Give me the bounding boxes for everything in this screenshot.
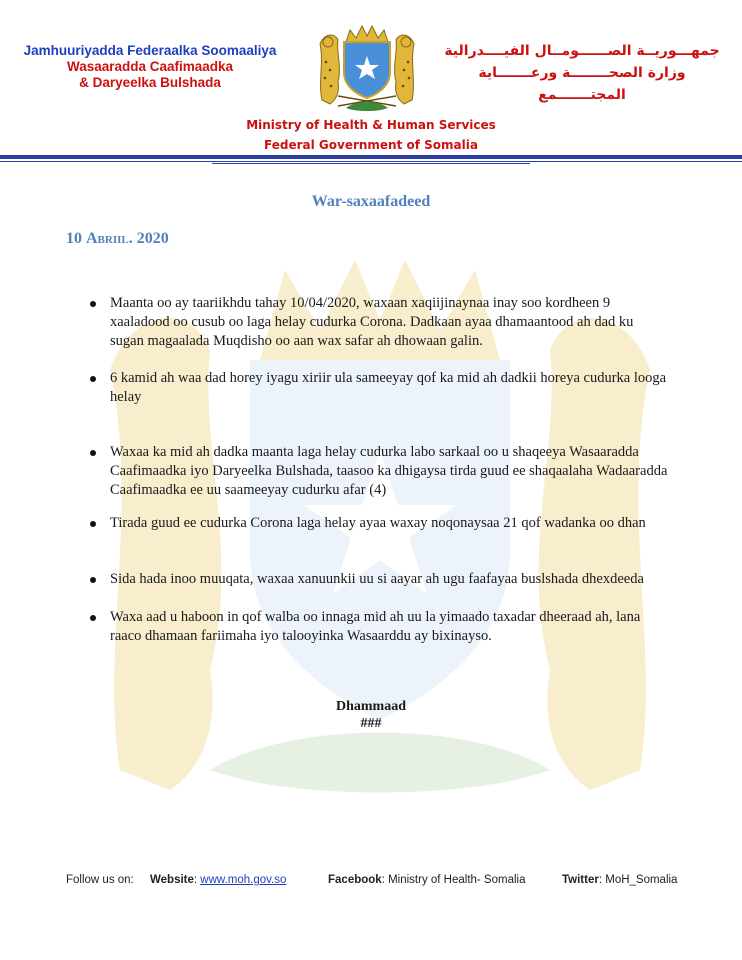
header-divider xyxy=(0,155,742,159)
website-label: Website xyxy=(150,874,194,886)
date-month: Abriil xyxy=(86,230,129,247)
header-ministry-name-cont: & Daryeelka Bulshada xyxy=(79,75,221,90)
list-item: Tirada guud ee cudurka Corona laga helay ayaa waxay noqonaysaa 21 qof wadanka oo dhan xyxy=(110,514,670,533)
list-item: Sida hada inoo muuqata, waxaa xanuunkii uu si aayar ah ugu faafayaa buslshada dhexdeeda xyxy=(110,570,670,589)
header-arabic-ministry: وزارة الصحــــــــة ورعـــــــاية xyxy=(478,65,686,81)
footer xyxy=(0,874,742,894)
twitter-label: Twitter xyxy=(562,874,599,886)
header-arabic-text xyxy=(440,40,724,106)
header-country-name: Jamhuuriyadda Federaalka Soomaaliya xyxy=(23,43,277,58)
list-item: 6 kamid ah waa dad horey iyagu xiriir ula sameeyay qof ka mid ah dadkii horeya cudurka looga helay xyxy=(110,369,670,407)
date-year: . 2020 xyxy=(128,230,169,247)
closing-mark: ### xyxy=(360,716,382,731)
header-divider-thin xyxy=(0,161,742,162)
twitter-info xyxy=(562,874,677,886)
facebook-value: : Ministry of Health- Somalia xyxy=(381,874,526,886)
facebook-label: Facebook xyxy=(328,874,382,886)
document-date xyxy=(66,230,169,248)
header-ministry-name: Wasaaradda Caafimaadka xyxy=(66,59,234,74)
header-arabic-ministry-cont: المجتـــــــمع xyxy=(538,87,626,103)
list-item: Maanta oo ay taariikhdu tahay 10/04/2020, waxaan xaqiijinaynaa inay soo kordheen 9 xaaladood oo cusub oo laga helay cudurka Corona. Dadkaan ayaa dhamaantood ah dad ku sugan magaalada Muqdisho oo aan wax safar ah dhowaan galin. xyxy=(110,294,670,351)
website-link[interactable]: www.moh.gov.so xyxy=(200,874,287,886)
date-day: 10 xyxy=(66,230,82,247)
follow-label: Follow us on: xyxy=(66,874,134,886)
ministry-english-name: Ministry of Health & Human Services xyxy=(246,118,496,132)
header-somali-text xyxy=(0,43,300,91)
facebook-info xyxy=(328,874,525,886)
document-title: War-saxaafadeed xyxy=(311,193,431,210)
list-item: Waxaa ka mid ah dadka maanta laga helay cudurka labo sarkaal oo u shaqeeya Wasaaradda Caafimaadka iyo Daryeelka Bulshada, taasoo ka dhigaysa tirda guud ee shaqaalaha Wadaaradda Caafimaadka ee uu saameeyay cudurku afar (4) xyxy=(110,443,670,500)
closing-block xyxy=(0,698,742,732)
header-divider-mid xyxy=(212,163,530,164)
federal-government-name: Federal Government of Somalia xyxy=(264,138,478,152)
header-arabic-country: جمهـــوريــة الصــــــومــال الفيــــدرالية xyxy=(444,43,720,59)
website-info: Website: www.moh.gov.so xyxy=(150,874,287,886)
closing-text: Dhammaad xyxy=(335,699,406,714)
coat-of-arms-icon xyxy=(316,22,418,114)
twitter-value: : MoH_Somalia xyxy=(598,874,678,886)
list-item: Waxa aad u haboon in qof walba oo innaga mid ah uu la yimaado taxadar dheeraad ah, lana raaco dhamaan fariimaha iyo talooyinka Wasaarddu ay bixinayso. xyxy=(110,608,670,646)
